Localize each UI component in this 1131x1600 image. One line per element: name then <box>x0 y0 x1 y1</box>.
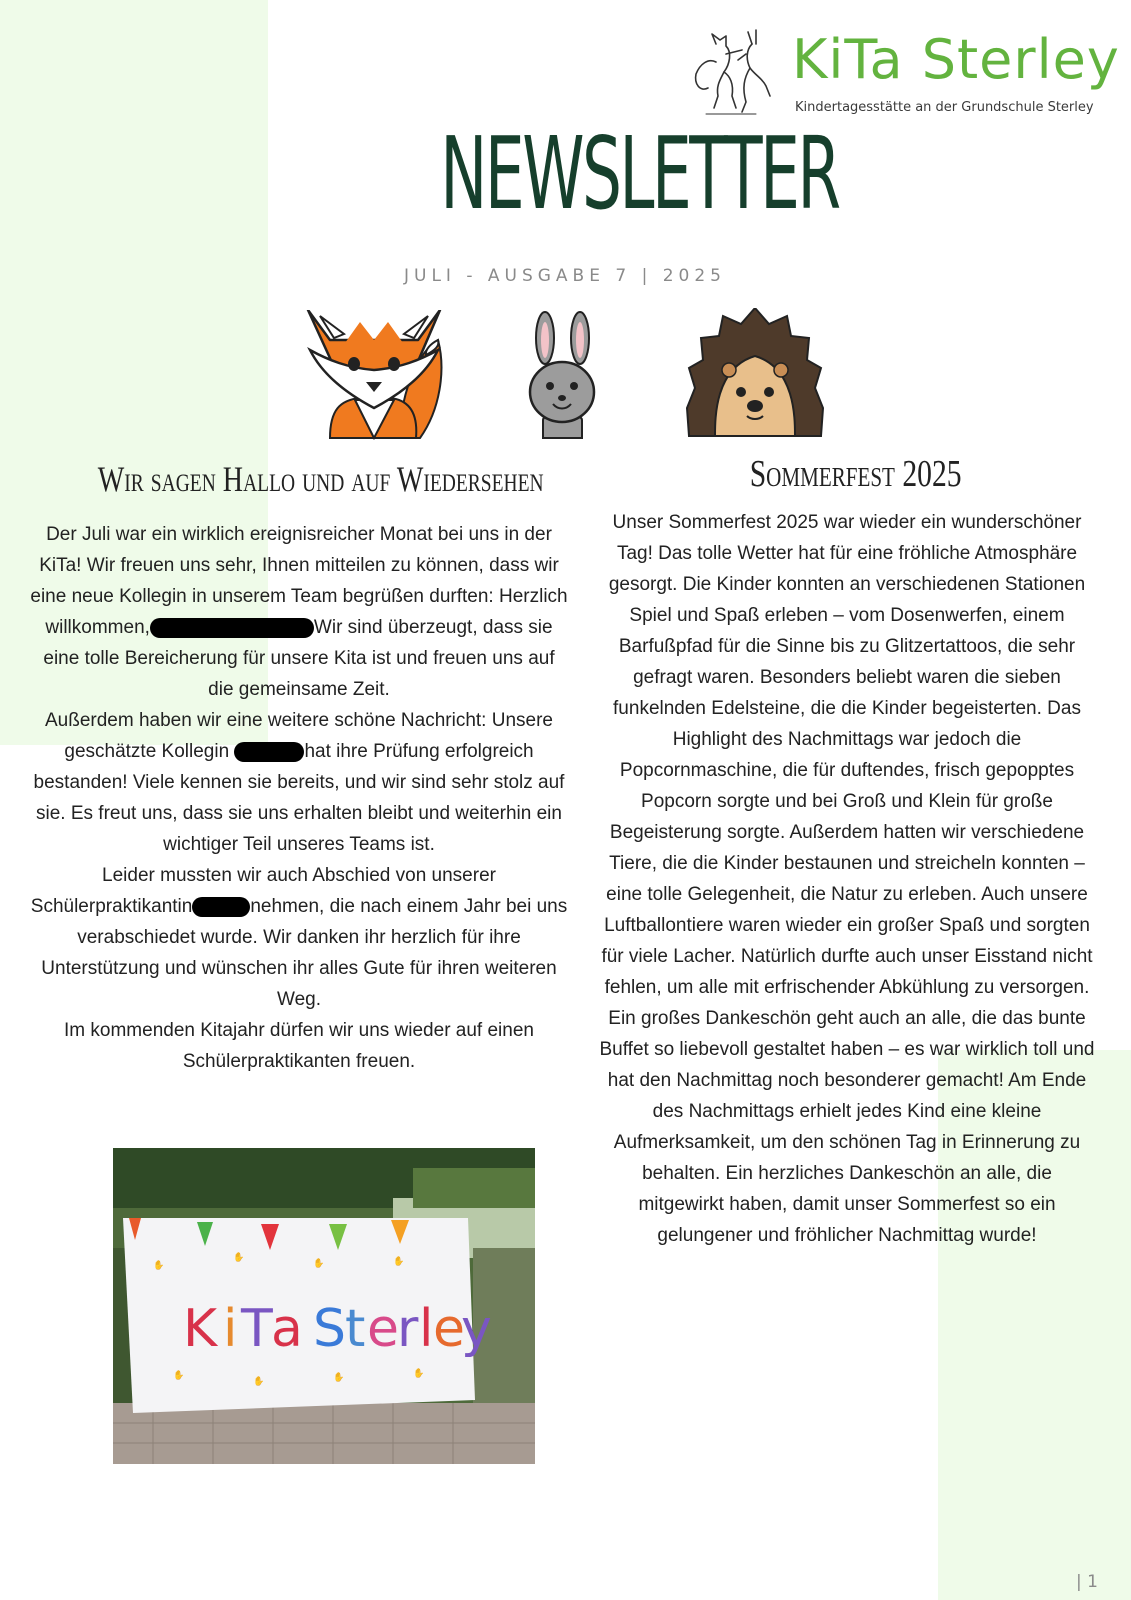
text-farewell-end: nehmen, die nach einem Jahr bei uns verabschiedet wurde. Wir danken ihr herzlich für ihre Unterstützung und wünschen ihr alles Gute für ihren weiteren Weg. <box>41 896 568 1010</box>
hedgehog-illustration <box>685 308 825 440</box>
brand-name: KiTa Sterley <box>792 28 1120 91</box>
svg-text:t: t <box>345 1299 366 1359</box>
section-text-left <box>30 519 568 1077</box>
section-heading-right: Sommerfest 2025 <box>749 453 962 495</box>
redacted-name <box>234 742 304 762</box>
svg-text:✋: ✋ <box>333 1373 345 1383</box>
svg-text:K: K <box>183 1299 218 1359</box>
svg-text:r: r <box>397 1299 419 1359</box>
section-text-right <box>598 507 1096 1251</box>
svg-text:e: e <box>433 1299 465 1359</box>
bunny-illustration <box>525 310 600 440</box>
brand-logo <box>686 24 1120 124</box>
redacted-name <box>150 618 314 638</box>
brand-tagline: Kindertagesstätte an der Grundschule Sterley <box>795 100 1094 115</box>
fox-illustration <box>300 310 450 440</box>
page-number: | 1 <box>1076 1572 1098 1592</box>
svg-text:y: y <box>461 1299 492 1359</box>
text-welcome-end: Wir sind überzeugt, dass sie eine tolle Bereicherung für unsere Kita ist und freuen uns auf die gemeinsame Zeit. <box>43 617 555 700</box>
svg-text:✋: ✋ <box>413 1369 425 1379</box>
newsletter-title: NEWSLETTER <box>440 115 839 232</box>
paragraph-exam <box>30 705 568 860</box>
paragraph-summer-fest: Unser Sommerfest 2025 war wieder ein wunderschöner Tag! Das tolle Wetter hat für eine fröhliche Atmosphäre gesorgt. Die Kinder konnten an verschiedenen Stationen Spiel und Spaß erleben – vom Dosenwerfen, einem Barfußpfad für die Sinne bis zu Glitzertattoos, die sehr gefragt waren. Besonders beliebt waren die sieben funkelnden Edelsteine, die die Kinder begeisterten. Das Highlight des Nachmittags war jedoch die Popcornmaschine, die für duftendes, frisch gepopptes Popcorn sorgte und bei Groß und Klein für große Begeisterung sorgte. Außerdem hatten wir verschiedene Tiere, die die Kinder bestaunen und streicheln konnten – eine tolle Gelegenheit, die Natur zu erleben. Auch unsere Luftballontiere waren wieder ein großer Spaß und sorgten für viele Lacher. Natürlich durfte auch unser Eisstand nicht fehlen, um alle mit erfrischender Abkühlung zu versorgen. Ein großes Dankeschön geht auch an alle, die das bunte Buffet so liebevoll gestaltet haben – es war wirklich toll und hat den Nachmittag noch besonderer gemacht! Am Ende des Nachmittags erhielt jedes Kind eine kleine Aufmerksamkeit, um den schönen Tag in Erinnerung zu behalten. Ein herzliches Dankeschön an alle, die mitgewirkt haben, damit unser Sommerfest so ein gelungener und fröhlicher Nachmittag wurde! <box>599 512 1095 1246</box>
svg-text:✋: ✋ <box>153 1261 165 1271</box>
text-welcome-start: Der Juli war ein wirklich ereignisreicher Monat bei uns in der KiTa! Wir freuen uns sehr, Ihnen mitteilen zu können, dass wir eine neue Kollegin in unserem Team begrüßen durften: Herzlich willkommen, <box>30 524 568 638</box>
svg-text:✋: ✋ <box>393 1257 405 1267</box>
paragraph-farewell <box>30 860 568 1015</box>
issue-line: JULI - AUSGABE 7 | 2025 <box>404 266 726 286</box>
redacted-name <box>192 897 250 917</box>
text-exam-end: hat ihre Prüfung erfolgreich bestanden! Viele kennen sie bereits, und wir sind sehr stolz auf sie. Es freut uns, dass sie uns erhalten bleibt und weiterhin ein wichtiger Teil unseres Teams ist. <box>33 741 565 855</box>
svg-text:✋: ✋ <box>233 1253 245 1263</box>
svg-text:e: e <box>367 1299 399 1359</box>
svg-text:✋: ✋ <box>173 1371 185 1381</box>
paragraph-outlook: Im kommenden Kitajahr dürfen wir uns wieder auf einen Schülerpraktikanten freuen. <box>64 1020 534 1072</box>
svg-text:T: T <box>241 1299 273 1359</box>
banner-photo <box>113 1148 535 1464</box>
fox-and-hare-logo-icon <box>686 24 781 119</box>
text-farewell-start: Leider mussten wir auch Abschied von unserer Schülerpraktikantin <box>30 865 496 917</box>
svg-text:i: i <box>223 1299 238 1359</box>
svg-text:l: l <box>419 1299 434 1359</box>
svg-text:✋: ✋ <box>313 1259 325 1269</box>
text-exam-start: Außerdem haben wir eine weitere schöne Nachricht: Unsere geschätzte Kollegin <box>45 710 553 762</box>
paragraph-welcome <box>30 519 568 705</box>
svg-text:✋: ✋ <box>253 1377 265 1387</box>
svg-text:a: a <box>271 1299 303 1359</box>
svg-text:S: S <box>313 1299 347 1359</box>
section-heading-left: Wir sagen Hallo und auf Wiedersehen <box>97 459 544 499</box>
